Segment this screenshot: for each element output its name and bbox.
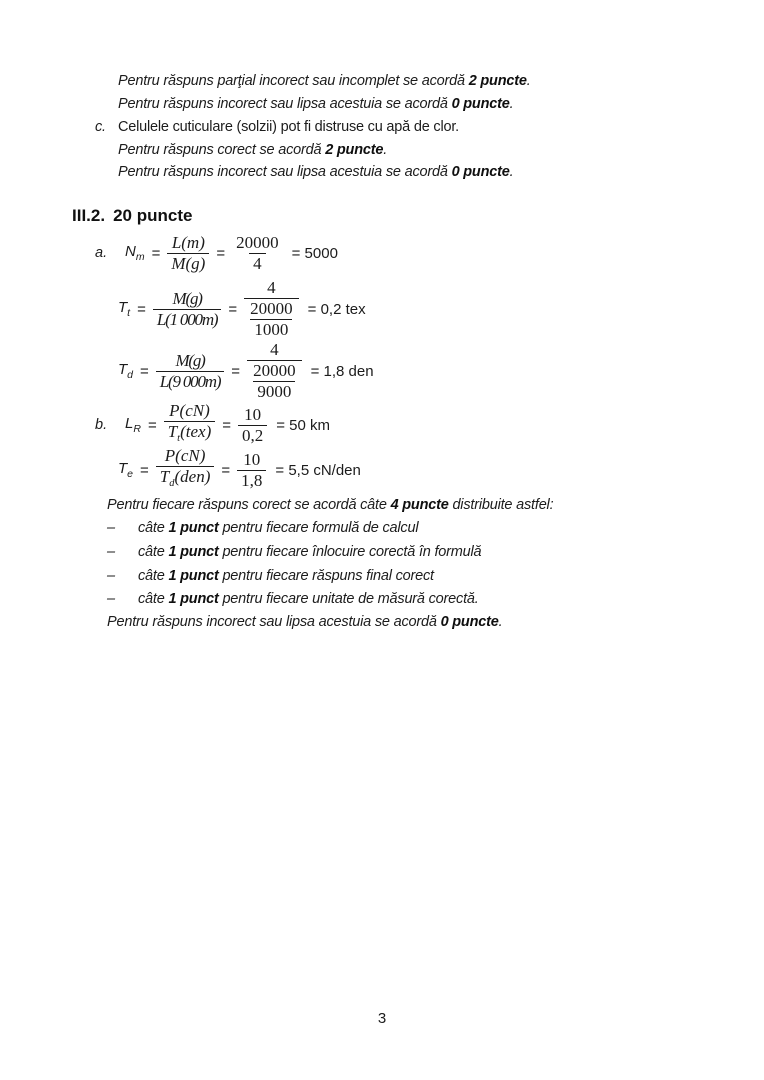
note-text: Pentru răspuns corect se acordă [118,142,326,158]
note-points-bold: 0 puncte [451,96,510,112]
dash-bullet: – [107,520,115,536]
fraction-numerator: 20000 [253,361,296,380]
formula-row-lr [95,402,330,448]
dash-bullet: – [107,544,115,560]
dash-bullet: – [107,568,115,584]
note-text: Pentru răspuns incorect sau lipsa acestuia se acordă [107,614,441,630]
fraction-inner [246,299,297,340]
note-text: Pentru fiecare răspuns corect se acordă câte [107,497,391,513]
equals-sign: = [231,362,241,380]
lhs-subscript: m [135,251,145,263]
fraction-numeric [237,450,266,491]
lhs-subscript: R [133,423,141,435]
criteria-intro-line [107,494,553,517]
note-text: câte [138,568,169,584]
fraction-inner [249,361,300,402]
fraction-denominator [247,360,302,402]
formula-row-td [118,339,374,403]
den-rest: (den) [174,467,211,486]
note-text: . [526,73,531,89]
criteria-closing-line [107,611,502,634]
section-points: 20 puncte [113,206,193,225]
formula-lhs [118,361,133,381]
equals-sign: = [137,300,146,318]
fraction-numerator: M(g) [172,288,202,308]
lhs-symbol: L [125,415,134,432]
fraction-numerator: P(cN) [164,446,206,465]
equals-sign: = [222,416,231,434]
lhs-subscript: e [127,468,134,480]
note-points-bold: 0 puncte [440,614,499,630]
fraction-nested [244,278,299,340]
note-text: pentru fiecare unitate de măsură corectă. [218,591,479,607]
fraction-symbolic [156,446,215,494]
note-text: Pentru răspuns incorect sau lipsa acestuia se acordă [118,164,452,180]
note-text: câte [138,520,169,536]
formula-row-nm [95,229,338,277]
note-points-bold: 1 punct [168,544,219,560]
equals-sign: = [221,461,231,479]
fraction-symbolic [153,289,222,330]
criteria-list-item [107,517,418,540]
formula-result: = 5000 [291,244,338,262]
fraction-denominator: 1000 [250,319,292,340]
criteria-list-item [107,541,481,564]
fraction-numerator: P(cN) [169,401,210,420]
fraction-numerator: 10 [243,449,261,469]
formula-row-te [118,447,361,493]
note-points-bold: 0 puncte [451,164,510,180]
dash-bullet: – [107,591,115,607]
note-points-bold: 2 puncte [468,73,527,89]
note-text: . [498,614,503,630]
section-heading [72,206,192,226]
formula-result: = 0,2 tex [307,300,366,318]
scoring-note-line [118,93,513,116]
answer-item-c [95,116,459,139]
fraction-numeric [238,405,267,446]
formula-lhs [125,415,141,435]
den-subscript: d [169,478,175,489]
note-points-bold: 1 punct [168,520,219,536]
fraction-numerator: 10 [244,404,262,424]
lhs-symbol: T [118,460,128,477]
note-points-bold: 4 puncte [390,497,449,513]
note-text: Pentru răspuns parţial incorect sau incomplet se acordă [118,73,469,89]
fraction-numerator: 4 [270,340,279,359]
equals-sign: = [140,362,149,380]
fraction-numerator: 20000 [250,299,293,318]
den-symbol: T [159,467,170,486]
note-text: Pentru răspuns incorect sau lipsa acestuia se acordă [118,96,452,112]
den-subscript: t [177,433,181,444]
fraction-denominator: M(g) [167,253,209,274]
fraction-numerator: 4 [267,278,276,297]
formula-row-tt [118,277,366,341]
equals-sign: = [216,244,226,262]
note-points-bold: 2 puncte [325,142,384,158]
fraction-denominator: 9000 [253,381,295,402]
formula-lhs [118,299,130,319]
note-text: pentru fiecare înlocuire corectă în formulă [218,544,482,560]
criteria-list-item [107,565,434,588]
fraction-nested [247,340,302,402]
lhs-subscript: t [127,307,131,319]
fraction-symbolic [167,233,209,274]
equals-sign: = [151,244,161,262]
formula-lhs [118,460,133,480]
fraction-symbolic [156,351,225,392]
scoring-note-line [118,139,387,162]
criteria-list-item [107,588,479,611]
scoring-note-line [118,70,531,93]
fraction-denominator: L(9 000m) [156,371,225,392]
scoring-note-line [118,161,513,184]
equals-sign: = [147,416,157,434]
note-text: pentru fiecare răspuns final corect [218,568,434,584]
fraction-numerator: M(g) [175,350,205,370]
lhs-symbol: T [118,299,128,316]
fraction-numerator: 20000 [236,232,279,252]
note-points-bold: 1 punct [168,591,219,607]
section-number: III.2. [72,206,106,225]
note-text: . [509,96,514,112]
fraction-symbolic [164,401,216,449]
formula-result: = 1,8 den [310,362,374,380]
note-text: . [383,142,388,158]
formula-lhs [125,243,145,263]
formula-result: = 50 km [276,416,331,434]
page-number: 3 [377,1010,387,1027]
fraction-denominator [156,466,215,494]
answer-text: Celulele cuticulare (solzii) pot fi distruse cu apă de clor. [118,119,459,135]
equals-sign: = [140,461,149,479]
fraction-denominator: L(1 000m) [153,309,222,330]
item-label: a. [95,245,108,261]
note-points-bold: 1 punct [168,568,219,584]
fraction-denominator [244,298,299,340]
fraction-denominator: 1,8 [237,470,266,491]
lhs-subscript: d [127,369,134,381]
note-text: pentru fiecare formulă de calcul [218,520,419,536]
note-text: . [509,164,514,180]
note-text: câte [138,591,169,607]
formula-result: = 5,5 cN/den [275,461,361,479]
lhs-symbol: N [125,243,136,260]
note-text: distribuite astfel: [448,497,554,513]
fraction-denominator: 4 [249,253,266,274]
fraction-denominator: 0,2 [238,425,267,446]
fraction-numeric [232,233,283,274]
fraction-numerator: L(m) [171,232,205,252]
item-label: b. [95,417,108,433]
equals-sign: = [228,300,238,318]
item-label: c. [95,119,106,135]
den-rest: (tex) [180,422,212,441]
den-symbol: T [167,422,178,441]
note-text: câte [138,544,169,560]
fraction-denominator [164,421,216,449]
lhs-symbol: T [118,361,128,378]
